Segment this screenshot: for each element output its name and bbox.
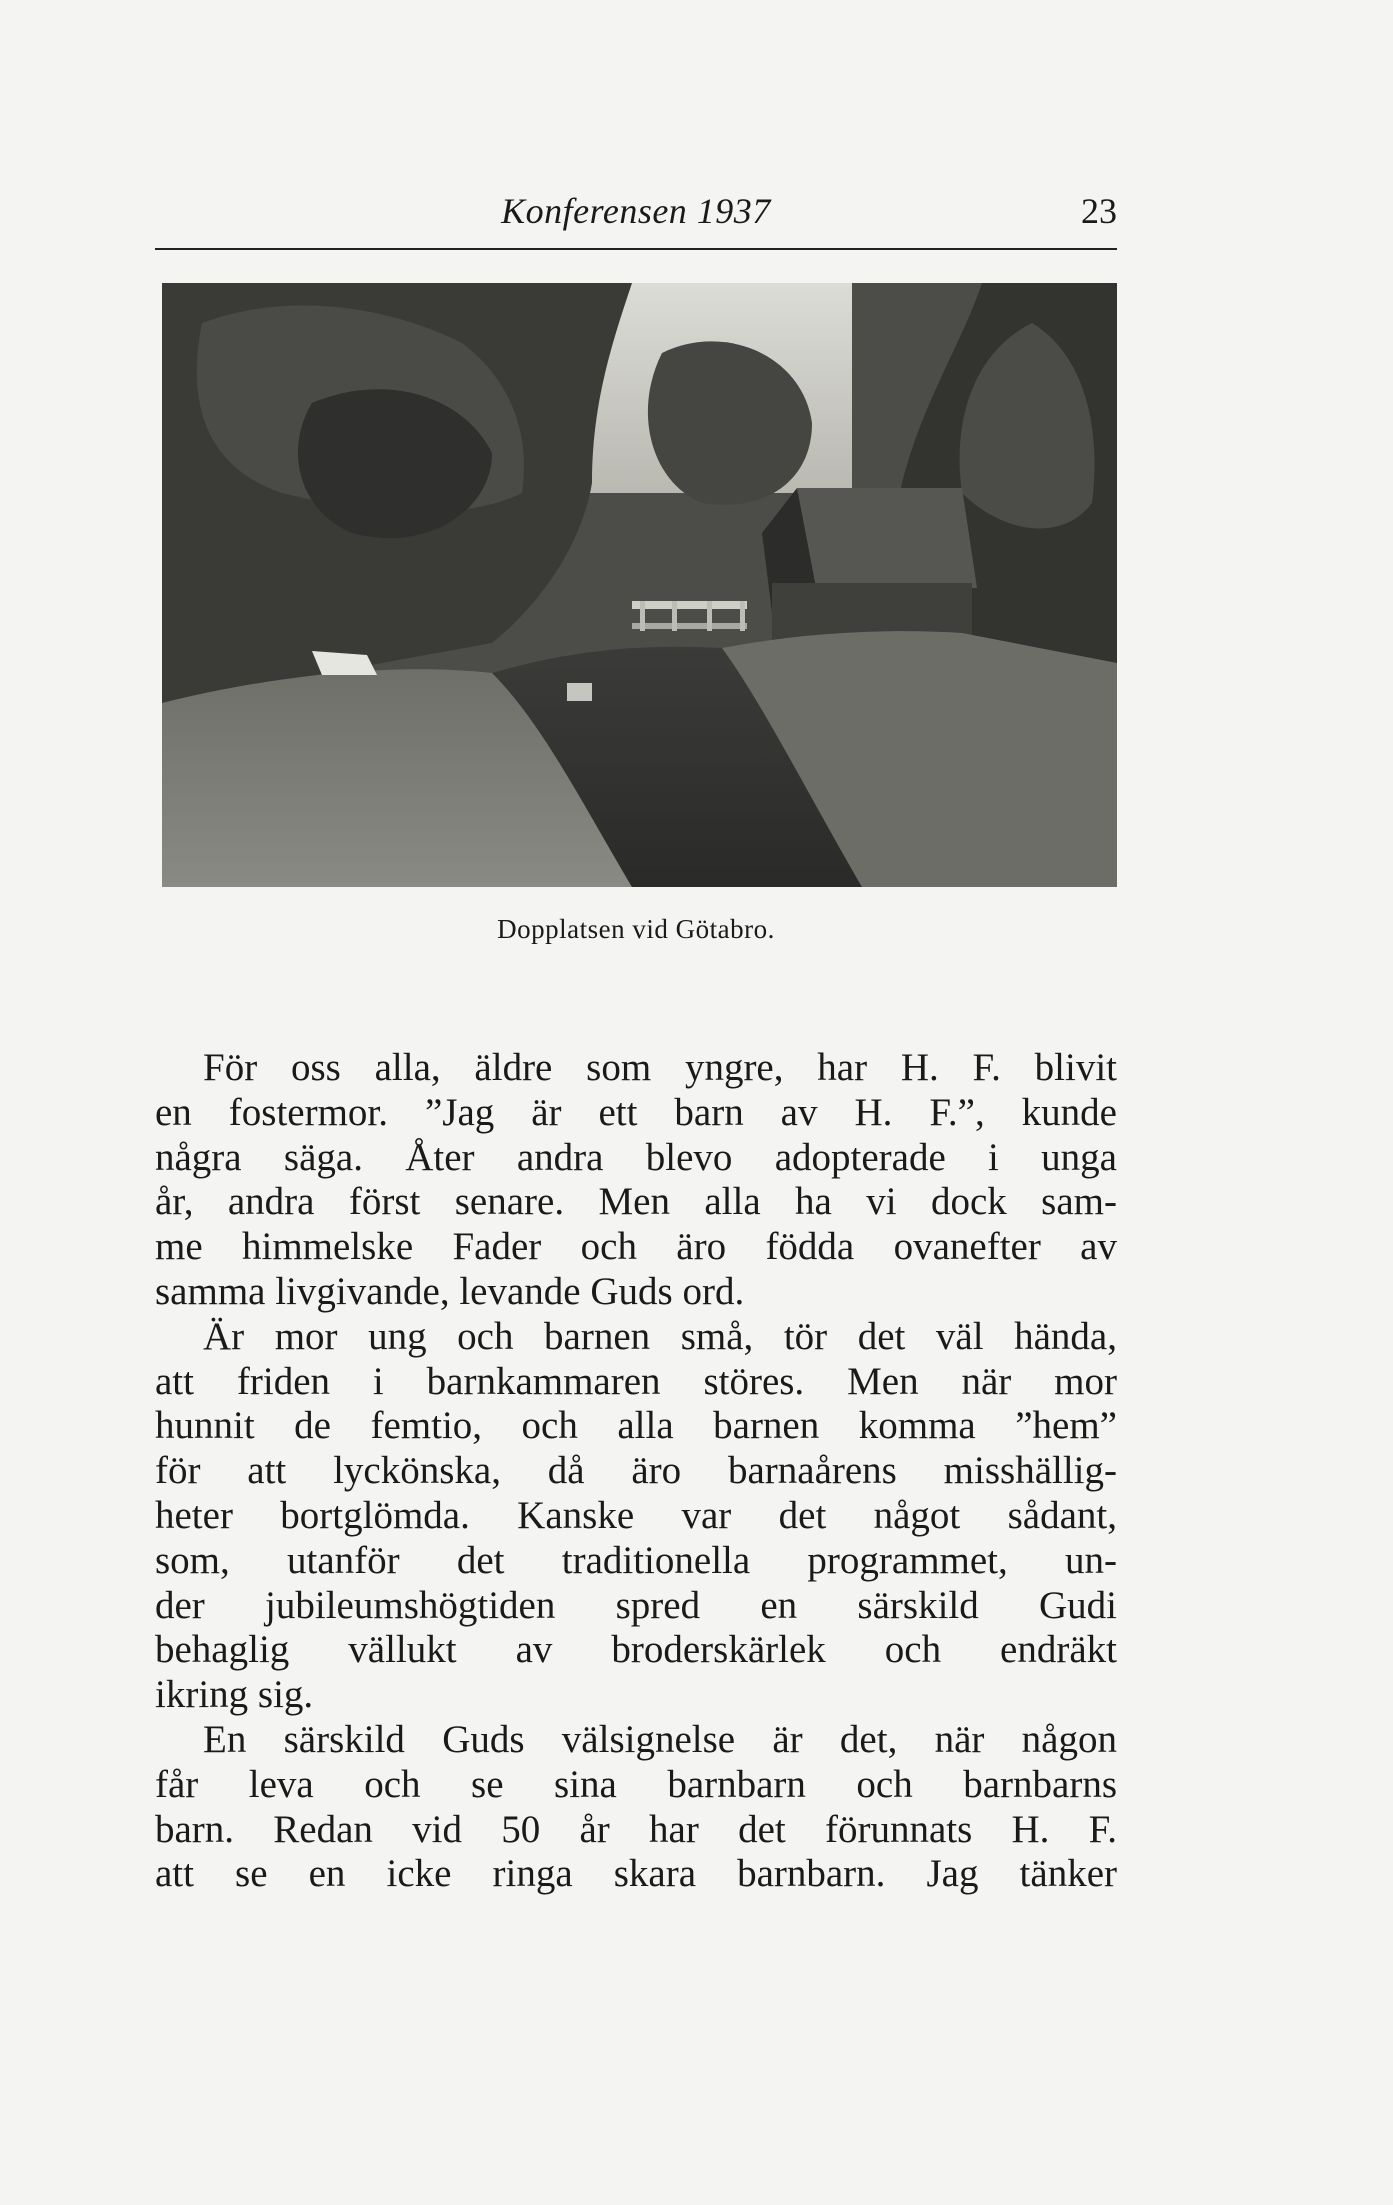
text-line: För oss alla, äldre som yngre, har H. F. blivit <box>203 1046 1117 1089</box>
body-text <box>155 1046 1117 1897</box>
text-line: några säga. Åter andra blevo adopterade i unga <box>155 1135 1117 1179</box>
running-title: Konferensen 1937 <box>501 191 771 231</box>
book-page <box>155 0 1117 2205</box>
text-line: samma livgivande, levande Guds ord. <box>155 1269 745 1313</box>
text-line: En särskild Guds välsignelse är det, när någon <box>203 1717 1117 1761</box>
text-line: en fostermor. ”Jag är ett barn av H. F.”, kunde <box>155 1090 1117 1134</box>
text-line: får leva och se sina barnbarn och barnbarns <box>155 1762 1117 1806</box>
page-number: 23 <box>1081 191 1117 231</box>
text-line: heter bortglömda. Kanske var det något sådant, <box>155 1493 1117 1537</box>
photograph-stream-with-footbridge <box>162 283 1117 887</box>
text-line: att friden i barnkammaren störes. Men när mor <box>155 1359 1117 1403</box>
text-line: att se en icke ringa skara barnbarn. Jag tänker <box>155 1852 1117 1896</box>
text-line: me himmelske Fader och äro födda ovanefter av <box>155 1225 1117 1269</box>
text-line: för att lyckönska, då äro barnaårens misshällig- <box>155 1449 1117 1493</box>
running-head <box>155 190 1117 236</box>
photo-illustration <box>162 283 1117 887</box>
barn-roof <box>797 488 977 593</box>
footbridge-deck <box>632 623 747 629</box>
text-line: Är mor ung och barnen små, tör det väl hända, <box>203 1314 1117 1358</box>
text-line: ikring sig. <box>155 1673 314 1717</box>
text-line: behaglig vällukt av broderskärlek och endräkt <box>155 1628 1117 1672</box>
photo-caption: Dopplatsen vid Götabro. <box>497 914 775 944</box>
header-rule <box>155 248 1117 250</box>
text-line: år, andra först senare. Men alla ha vi dock sam- <box>155 1180 1117 1224</box>
text-line: der jubileumshögtiden spred en särskild Gudi <box>155 1583 1117 1627</box>
text-line: som, utanför det traditionella programmet, un- <box>155 1538 1117 1582</box>
text-line: hunnit de femtio, och alla barnen komma ”hem” <box>155 1404 1117 1448</box>
footbridge-rail <box>632 601 747 609</box>
text-line: barn. Redan vid 50 år har det förunnats H. F. <box>155 1807 1117 1851</box>
